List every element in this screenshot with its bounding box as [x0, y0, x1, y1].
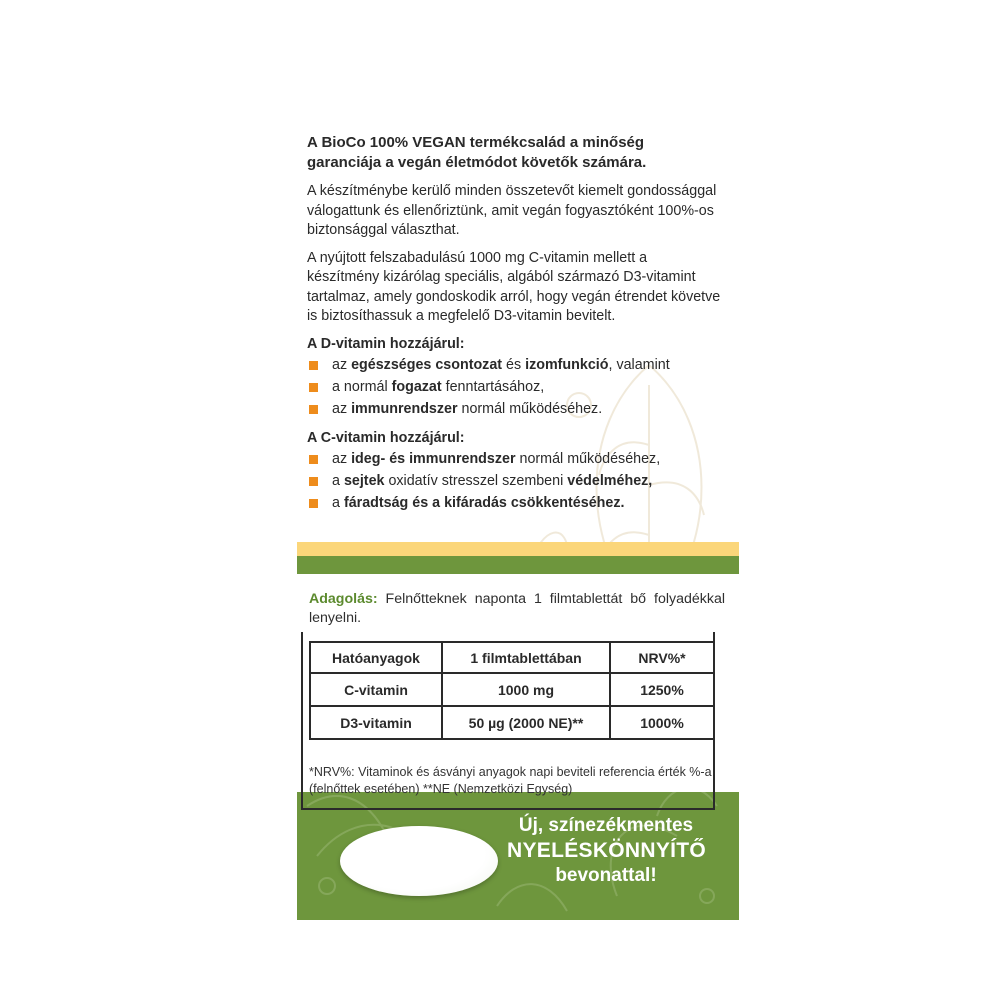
- green-info-panel: [297, 556, 739, 920]
- dosage-and-nutrition-box: [297, 574, 739, 796]
- bullet-square-icon: [309, 499, 318, 508]
- table-header-cell: Hatóanyagok: [310, 642, 442, 673]
- list-item: a sejtek oxidatív stresszel szembeni védelméhez,: [307, 472, 722, 492]
- dosage-text: [309, 590, 725, 628]
- table-header-cell: NRV%*: [610, 642, 714, 673]
- vitamin-d-title: A D-vitamin hozzájárul:: [307, 335, 465, 352]
- list-item: a fáradtság és a kifáradás csökkentéséhez.: [307, 494, 722, 514]
- description-content: [307, 133, 722, 523]
- list-item: az ideg- és immunrendszer normál működéséhez,: [307, 450, 722, 470]
- table-cell: D3-vitamin: [310, 706, 442, 739]
- claim-line-2: NYELÉSKÖNNYÍTŐ: [507, 839, 707, 862]
- table-cell: 1250%: [610, 673, 714, 706]
- lead-text: A BioCo 100% VEGAN termékcsalád a minőség garanciája a vegán életmódot követők számára.: [307, 134, 647, 171]
- intro-paragraph-1: A készítménybe kerülő minden összetevőt kiemelt gondossággal válogattunk és ellenőriztünk, amit vegán fogyasztóként 100%-os biztonsággal választhat.: [307, 183, 717, 238]
- vitamin-c-title: A C-vitamin hozzájárul:: [307, 429, 465, 446]
- description-panel: [297, 95, 739, 542]
- vitamin-c-list: [307, 450, 722, 514]
- yellow-divider-strip: [297, 542, 739, 556]
- bullet-square-icon: [309, 477, 318, 486]
- vitamin-d-list: [307, 356, 722, 420]
- bullet-square-icon: [309, 455, 318, 464]
- list-item: az egészséges csontozat és izomfunkció, valamint: [307, 356, 722, 376]
- bullet-square-icon: [309, 405, 318, 414]
- claim-line-1: Új, színezékmentes: [518, 815, 694, 836]
- list-item: az immunrendszer normál működéséhez.: [307, 400, 722, 420]
- tablet-image: [340, 826, 498, 896]
- intro-paragraph-2: A nyújtott felszabadulású 1000 mg C-vitamin mellett a készítmény kizárólag speciális, algából származó D3-vitamint tartalmaz, amely gondoskodik arról, hogy vegán étrendet követve is biztosíthassuk a megfelelő D3-vitamin bevitelt.: [307, 249, 721, 324]
- bullet-square-icon: [309, 383, 318, 392]
- table-header-cell: 1 filmtablettában: [442, 642, 610, 673]
- coating-claim: [507, 814, 705, 888]
- table-cell: 1000 mg: [442, 673, 610, 706]
- table-cell: C-vitamin: [310, 673, 442, 706]
- claim-line-3: bevonattal!: [555, 865, 657, 886]
- table-cell: 1000%: [610, 706, 714, 739]
- dosage-instructions: Felnőtteknek naponta 1 filmtablettát bő folyadékkal lenyelni.: [309, 591, 725, 626]
- list-item: a normál fogazat fenntartásához,: [307, 378, 722, 398]
- table-cell: 50 µg (2000 NE)**: [442, 706, 610, 739]
- dosage-label: Adagolás:: [309, 591, 378, 607]
- bullet-square-icon: [309, 361, 318, 370]
- nrv-footnote: *NRV%: Vitaminok és ásványi anyagok napi beviteli referencia érték %-a (felnőttek esetében) **NE (Nemzetközi Egység): [309, 765, 712, 796]
